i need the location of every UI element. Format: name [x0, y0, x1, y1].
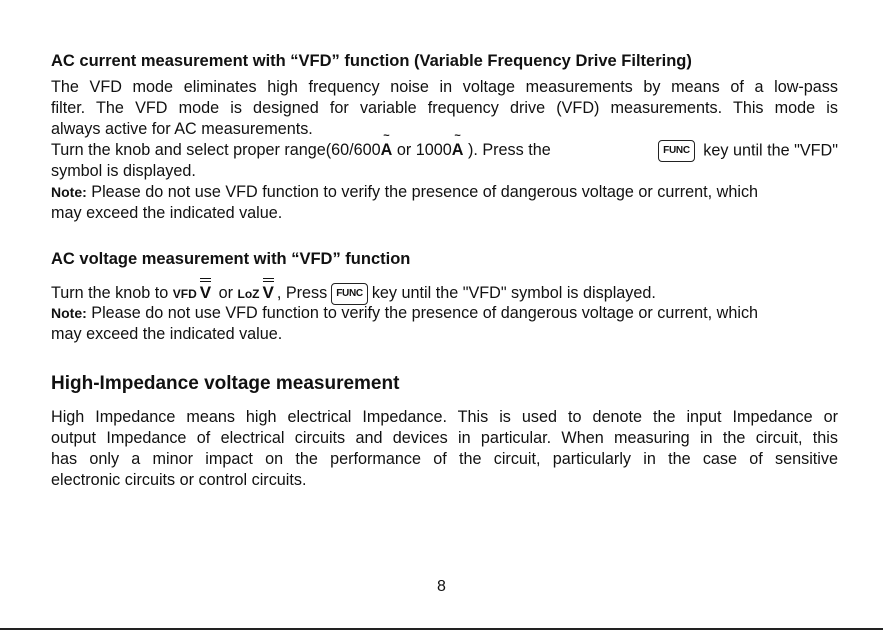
footer-rule [0, 628, 883, 630]
note-line: Note: Please do not use VFD function to verify the presence of dangerous voltage or current, which [51, 304, 759, 322]
text-line: may exceed the indicated value. [51, 204, 283, 222]
instruction-text: key until the "VFD" symbol is displayed. [371, 284, 656, 302]
text-line: has only a minor impact on the performance of the circuit, particularly in the case of sensitive [51, 450, 838, 468]
ac-current-vfd-heading: AC current measurement with “VFD” function (Variable Frequency Drive Filtering) [51, 52, 692, 70]
vfd-description-paragraph [51, 77, 838, 140]
ac-voltage-symbol: V [263, 282, 274, 303]
ac-voltage-instructions: Turn the knob to VFD V or LoZ V , Press FUNC key until the "VFD" symbol is displayed. Note: Please do not use VFD function to verify the presence of dangerous voltage or current, which may exceed the indicated value. [51, 282, 838, 345]
loz-knob-label: LoZ [237, 287, 260, 301]
text-line: may exceed the indicated value. [51, 325, 283, 343]
instruction-text: Turn the knob to [51, 284, 173, 302]
text-line: filter. The VFD mode is designed for variable frequency drive (VFD) measurements. This mode is [51, 99, 838, 117]
text-line: High Impedance means high electrical Impedance. This is used to denote the input Impedance or [51, 408, 838, 426]
instruction-text: or 1000 [392, 141, 452, 159]
func-key-icon: FUNC [658, 140, 695, 162]
text-line: symbol is displayed. [51, 162, 196, 180]
high-impedance-paragraph [51, 407, 838, 491]
text-line: output Impedance of electrical circuits and devices in particular. When measuring in the circuit, this [51, 429, 838, 447]
text-line: The VFD mode eliminates high frequency noise in voltage measurements by means of a low-pass [51, 78, 838, 96]
page-number: 8 [437, 578, 446, 595]
func-key-icon: FUNC [331, 283, 368, 305]
ac-voltage-symbol: V [200, 282, 211, 303]
ac-current-instructions [51, 130, 838, 224]
instruction-text: ). Press the [463, 141, 551, 159]
note-label: Note: [51, 184, 87, 200]
text-line: always active for AC measurements. [51, 120, 313, 138]
note-label: Note: [51, 305, 87, 321]
instruction-text: Turn the knob and select proper range(60/600 [51, 141, 381, 159]
ac-amp-symbol: ~ A [380, 130, 393, 159]
vfd-knob-label: VFD [172, 287, 197, 301]
text-line: electronic circuits or control circuits. [51, 471, 307, 489]
ac-amp-symbol: ~ A [451, 130, 464, 159]
note-line: Note: Please do not use VFD function to verify the presence of dangerous voltage or current, which [51, 183, 759, 201]
high-impedance-heading: High-Impedance voltage measurement [51, 373, 400, 394]
ac-voltage-vfd-heading: AC voltage measurement with “VFD” function [51, 250, 411, 268]
instruction-text: key until the "VFD" [703, 140, 838, 159]
